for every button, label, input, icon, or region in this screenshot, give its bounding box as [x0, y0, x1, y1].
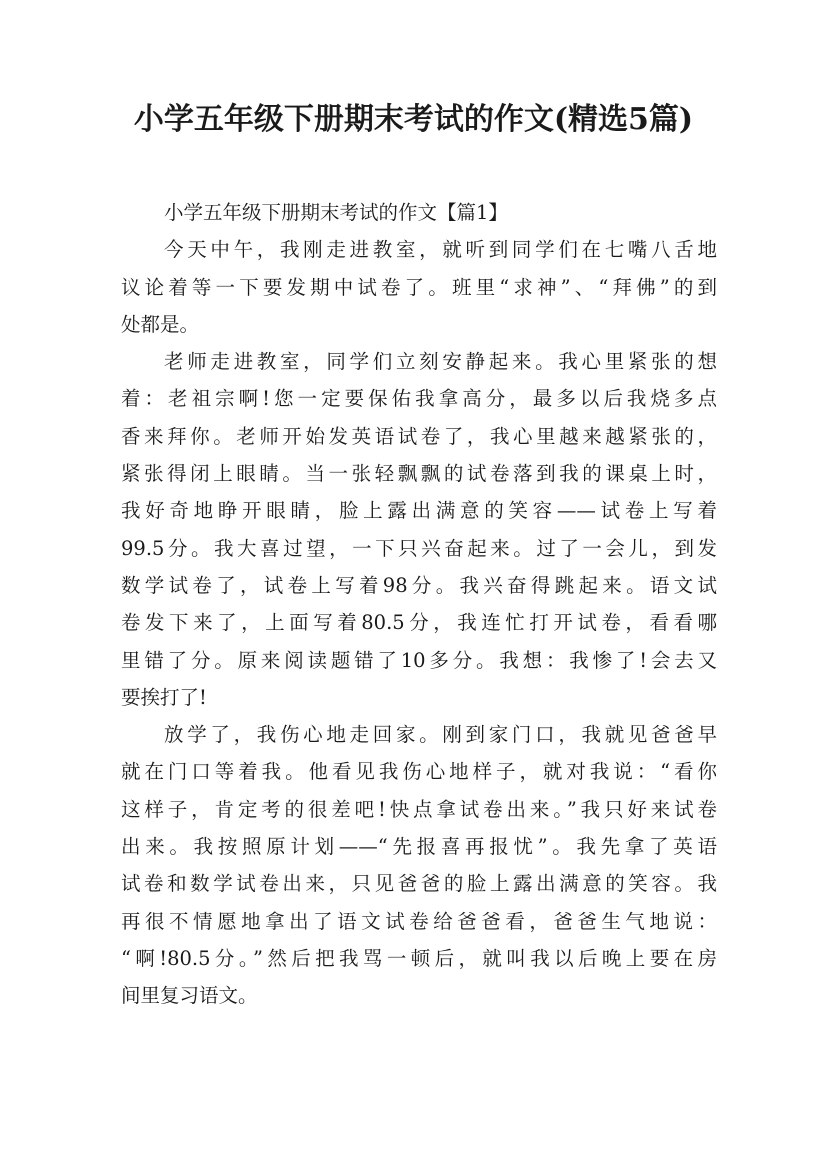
body-text-line: 数学试卷了，试卷上写着98分。我兴奋得跳起来。语文试	[121, 573, 717, 597]
body-text-line: 放学了，我伤心地走回家。刚到家门口，我就见爸爸早	[164, 723, 717, 747]
body-text-line: 紧张得闭上眼睛。当一张轻飘飘的试卷落到我的课桌上时，	[121, 462, 717, 486]
body-text-line: 要挨打了!	[121, 685, 207, 709]
body-text-line: 老师走进教室，同学们立刻安静起来。我心里紧张的想	[164, 350, 717, 374]
body-text-line: 这样子，肯定考的很差吧!快点拿试卷出来。”我只好来试卷	[121, 797, 717, 821]
body-text-line: 处都是。	[121, 312, 200, 336]
body-text-line: 着：老祖宗啊!您一定要保佑我拿高分，最多以后我烧多点	[121, 387, 717, 411]
document-body	[121, 194, 717, 1015]
body-text-line: “啊!80.5分。”然后把我骂一顿后，就叫我以后晚上要在房	[121, 946, 717, 970]
body-text-line: 今天中午，我刚走进教室，就听到同学们在七嘴八舌地	[164, 238, 717, 262]
body-text-line: 出来。我按照原计划——“先报喜再报忧”。我先拿了英语	[121, 835, 717, 859]
body-text-line: 试卷和数学试卷出来，只见爸爸的脸上露出满意的笑容。我	[121, 872, 717, 896]
body-text-line: 议论着等一下要发期中试卷了。班里“求神”、“拜佛”的到	[121, 275, 717, 299]
body-text-line: 我好奇地睁开眼睛，脸上露出满意的笑容——试卷上写着	[121, 499, 717, 523]
body-text-line: 香来拜你。老师开始发英语试卷了，我心里越来越紧张的，	[121, 424, 717, 448]
body-text-line: 再很不情愿地拿出了语文试卷给爸爸看，爸爸生气地说：	[121, 909, 717, 933]
document-title: 小学五年级下册期末考试的作文(精选5篇)	[133, 102, 694, 137]
body-text-line: 里错了分。原来阅读题错了10多分。我想：我惨了!会去又	[121, 648, 717, 672]
body-text-line: 99.5分。我大喜过望，一下只兴奋起来。过了一会儿，到发	[121, 536, 717, 560]
body-text-line: 卷发下来了，上面写着80.5分，我连忙打开试卷，看看哪	[121, 611, 717, 635]
body-text-line: 就在门口等着我。他看见我伤心地样子，就对我说：“看你	[121, 760, 717, 784]
body-text-line: 小学五年级下册期末考试的作文【篇1】	[164, 201, 508, 224]
body-text-line: 间里复习语文。	[121, 984, 258, 1008]
